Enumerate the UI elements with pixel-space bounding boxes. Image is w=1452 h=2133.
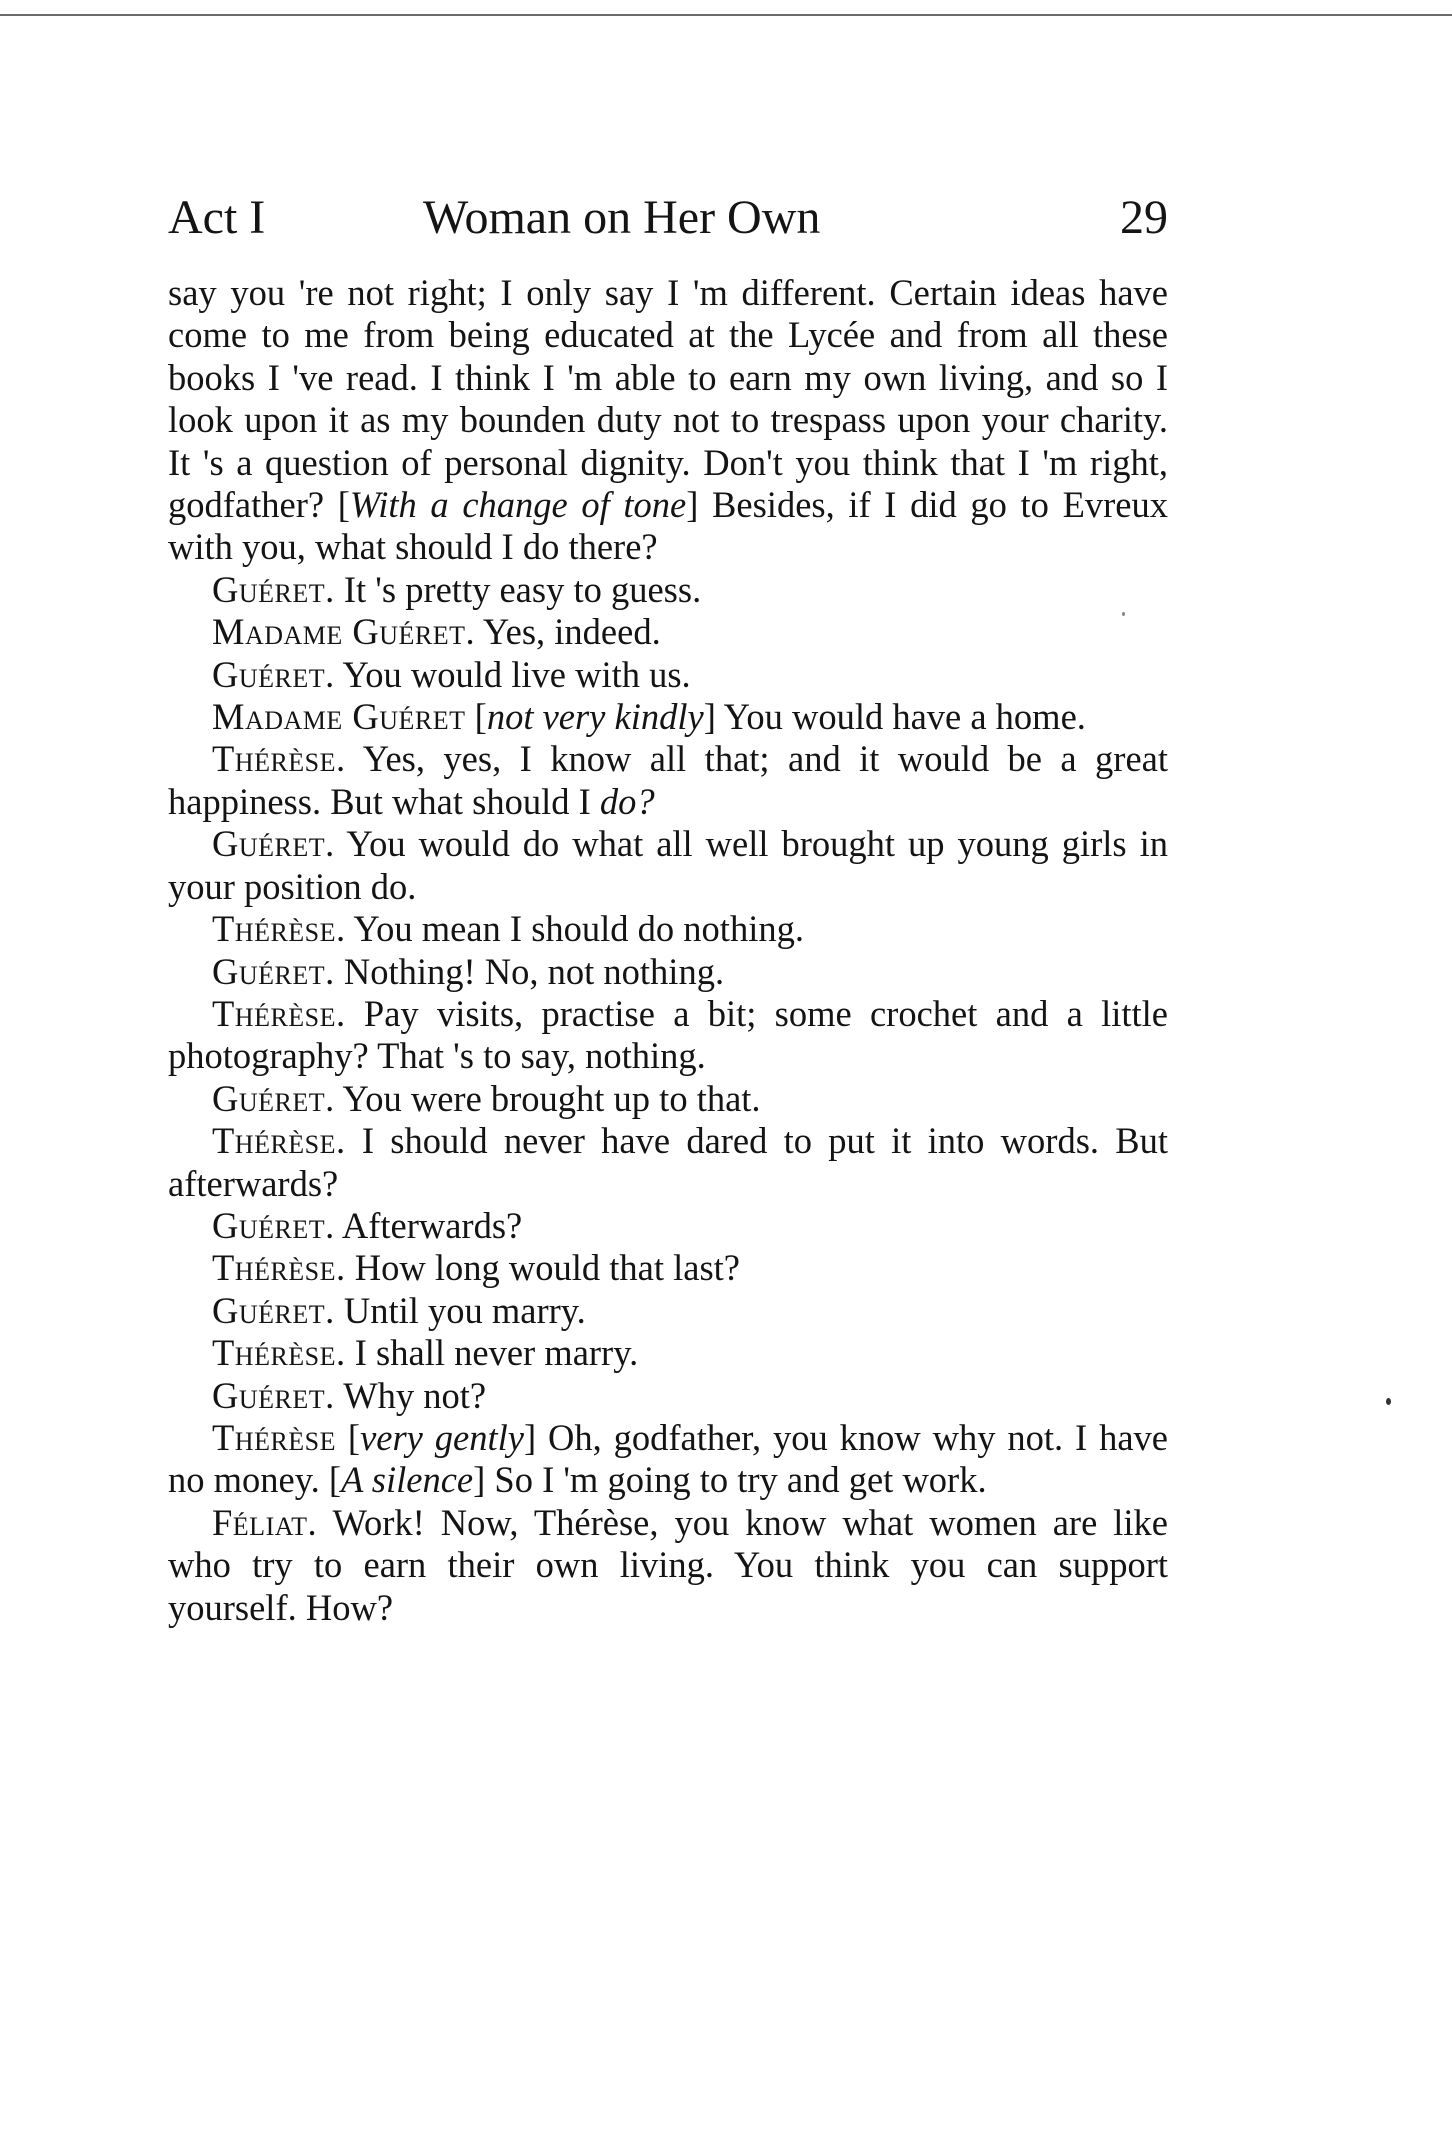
dialogue-text: So I 'm going to try and get work. — [485, 1459, 987, 1501]
stage-direction: [With a change of tone] — [337, 484, 699, 526]
stage-direction: [not very kindly] — [474, 696, 716, 738]
speaker-name: Thérèse — [212, 1416, 337, 1458]
speech-paragraph — [168, 993, 1168, 1078]
dialogue-text: How long would that last? — [345, 1247, 741, 1289]
dialogue-text — [336, 1417, 348, 1458]
dialogue-text: You were brought up to that. — [334, 1077, 761, 1119]
dialogue-text: Yes, yes, I know all that; and it would be a great happiness. But what should I — [168, 738, 1168, 822]
speech-paragraph — [168, 1247, 1168, 1289]
speaker-name: Guéret. — [212, 823, 335, 865]
emphasis: do? — [599, 780, 655, 822]
speech-paragraph — [168, 1332, 1168, 1374]
speech-paragraph — [168, 611, 1168, 653]
dialogue-text: Why not? — [334, 1374, 487, 1416]
speaker-name: Thérèse. — [212, 1247, 346, 1289]
dialogue-text: You mean I should do nothing. — [345, 908, 804, 950]
speaker-name: Madame Guéret. — [212, 611, 476, 653]
speech-paragraph — [168, 951, 1168, 993]
speech-paragraph — [168, 738, 1168, 823]
speaker-name: Guéret. — [212, 1077, 335, 1119]
dialogue-text: Nothing! No, not nothing. — [334, 950, 725, 992]
speaker-name: Guéret. — [212, 653, 335, 695]
ink-speck — [1122, 612, 1125, 616]
speaker-name: Guéret. — [212, 950, 335, 992]
dialogue-text: Until you marry. — [334, 1289, 586, 1331]
stage-direction: [very gently] — [347, 1416, 537, 1458]
continued-paragraph — [168, 272, 1168, 569]
speech-paragraph — [168, 1205, 1168, 1247]
dialogue-text: Pay visits, practise a bit; some crochet and a little photography? That 's to say, nothing. — [168, 992, 1168, 1077]
dialogue-text: Yes, indeed. — [475, 611, 661, 653]
ink-speck — [1386, 1398, 1391, 1405]
speech-paragraph — [168, 569, 1168, 611]
speaker-name: Guéret. — [212, 568, 335, 610]
speaker-name: Guéret. — [212, 1289, 335, 1331]
dialogue-text: I shall never marry. — [345, 1332, 639, 1374]
speech-paragraph — [168, 1502, 1168, 1629]
dialogue-text: I should never have dared to put it into words. But afterwards? — [168, 1120, 1168, 1204]
dialogue-text: Work! Now, Thérèse, you know what women are like who try to earn their own living. You think you can support yourself. How? — [168, 1501, 1168, 1628]
speech-paragraph — [168, 1078, 1168, 1120]
dialogue-text: You would have a home. — [715, 696, 1086, 738]
body-text — [168, 272, 1168, 1629]
top-rule — [0, 14, 1452, 16]
dialogue-text: Afterwards? — [334, 1204, 523, 1246]
dialogue-text: say you 're not right; I only say I 'm different. Certain ideas have come to me from being educated at the Lycée and from all these books I 've read. I think I 'm able to earn my own living, and so I look upon it as my bounden duty not to trespass upon your charity. It 's a question of personal dignity. Don't you think that I 'm right, godfather? — [168, 272, 1168, 526]
speaker-name: Thérèse. — [212, 1332, 346, 1374]
page-number: 29 — [1120, 191, 1168, 244]
speech-paragraph — [168, 1120, 1168, 1205]
speech-paragraph — [168, 696, 1168, 738]
dialogue-text: You would live with us. — [334, 653, 691, 695]
speech-paragraph — [168, 1290, 1168, 1332]
speaker-name: Thérèse. — [212, 1120, 346, 1162]
speech-paragraph — [168, 908, 1168, 950]
dialogue-text: Besides, if I did go to Evreux with you, what should I do there? — [168, 484, 1168, 568]
running-head — [168, 188, 1168, 248]
speaker-name: Madame Guéret — [212, 696, 466, 738]
speech-paragraph — [168, 1417, 1168, 1502]
speaker-name: Thérèse. — [212, 908, 346, 950]
act-label: Act I — [168, 191, 266, 244]
speaker-name: Thérèse. — [212, 992, 346, 1034]
speech-paragraph — [168, 823, 1168, 908]
speaker-name: Guéret. — [212, 1374, 335, 1416]
dialogue-text — [466, 696, 475, 737]
speech-paragraph — [168, 654, 1168, 696]
dialogue-text: Oh, godfather, you know why not. I have no money. — [168, 1416, 1168, 1501]
dialogue-text: You would do what all well brought up young girls in your position do. — [168, 823, 1168, 907]
speech-paragraph — [168, 1375, 1168, 1417]
dialogue-text: It 's pretty easy to guess. — [334, 568, 702, 610]
speaker-name: Guéret. — [212, 1204, 335, 1246]
book-title: Woman on Her Own — [423, 191, 821, 244]
stage-direction: [A silence] — [328, 1459, 486, 1501]
speaker-name: Thérèse. — [212, 738, 346, 780]
speaker-name: Féliat. — [212, 1501, 318, 1543]
